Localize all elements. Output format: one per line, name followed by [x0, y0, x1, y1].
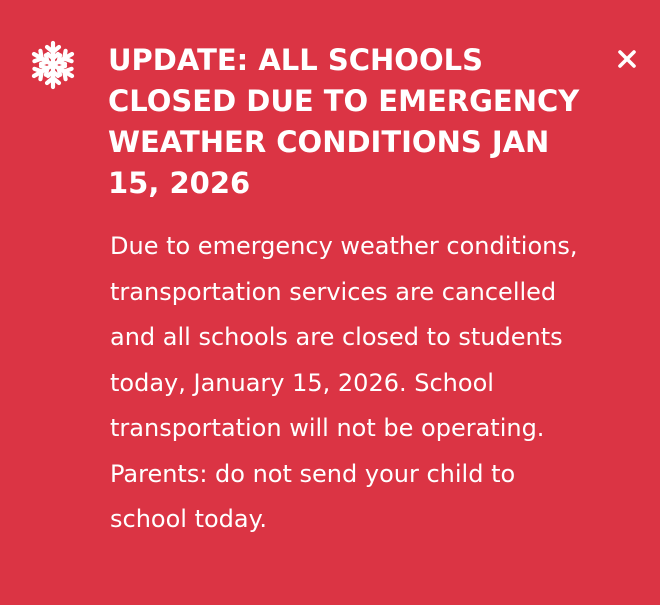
snowflake-icon [28, 40, 78, 90]
alert-message: Due to emergency weather conditions, transportation services are cancelled and all schools are closed to students today, January 15, 2026. School transportation will not be operating. Parents: do not send your child to school today. [110, 232, 578, 533]
close-icon [618, 50, 636, 68]
close-button[interactable] [612, 44, 642, 74]
alert-title: UPDATE: ALL SCHOOLS CLOSED DUE TO EMERGENCY WEATHER CONDITIONS JAN 15, 2026 [108, 43, 580, 200]
